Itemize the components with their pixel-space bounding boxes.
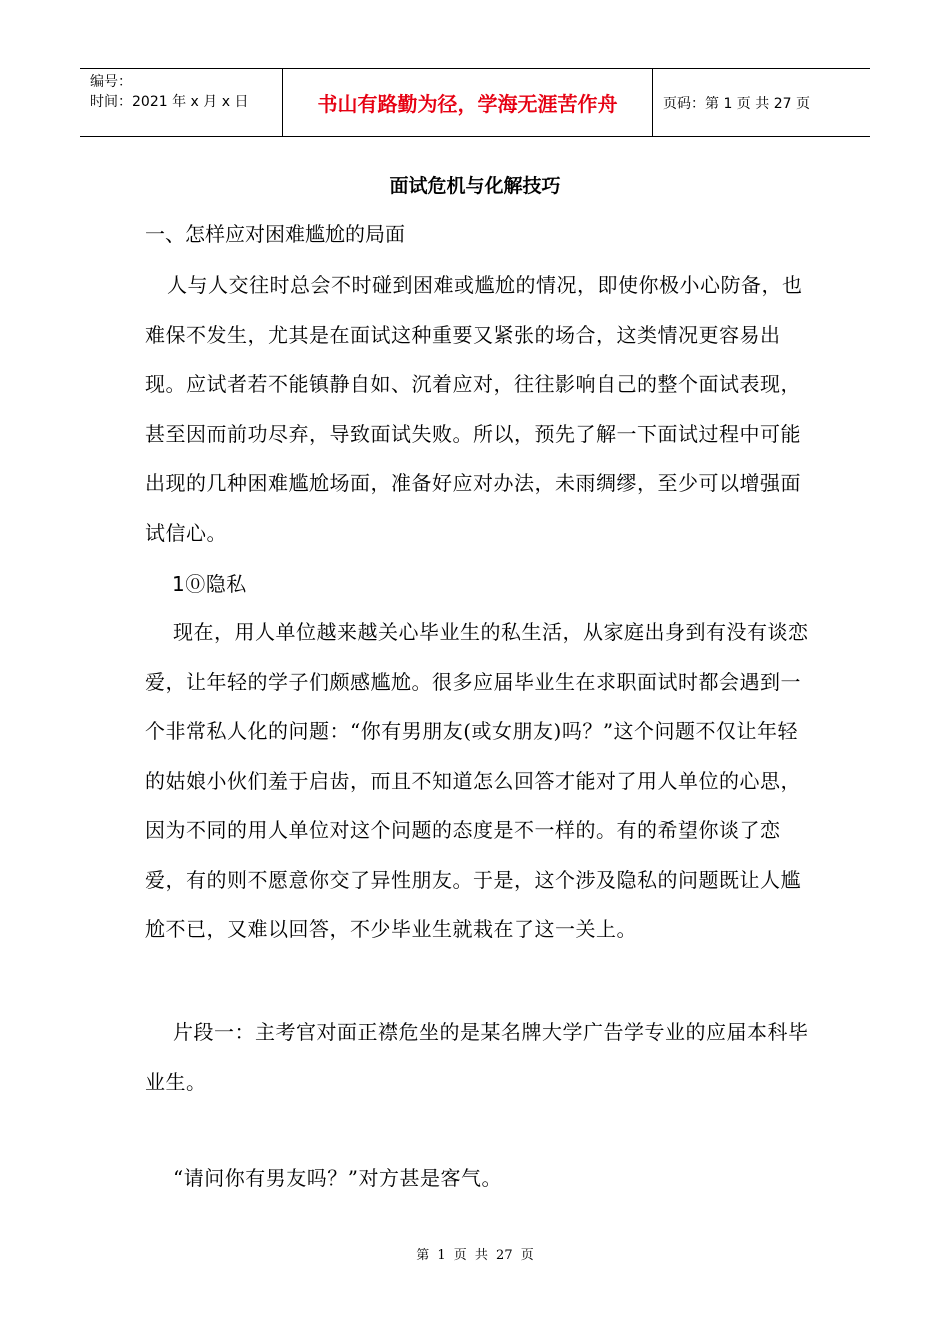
page-footer: 第 1 页 共 27 页	[416, 1248, 534, 1263]
paragraph-privacy: 现在，用人单位越来越关心毕业生的私生活，从家庭出身到有没有谈恋爱，让年轻的学子们颇感尴尬。很多应届毕业生在求职面试时都会遇到一个非常私人化的问题：“你有男朋友(或女朋友)吗？”这个问题不仅让年轻的姑娘小伙们羞于启齿，而且不知道怎么回答才能对了用人单位的心思，因为不同的用人单位对这个问题的态度是不一样的。有的希望你谈了恋爱，有的则不愿意你交了异性朋友。于是，这个涉及隐私的问题既让人尴尬不已，又难以回答，不少毕业生就栽在了这一关上。	[145, 620, 809, 941]
paragraph-question: “请问你有男友吗？”对方甚是客气。	[173, 1166, 502, 1190]
header-meta	[80, 69, 282, 136]
document-date-label: 时间：2021 年 x 月 x 日	[90, 94, 249, 110]
paragraph-fragment-one: 片段一：主考官对面正襟危坐的是某名牌大学广告学专业的应届本科毕业生。	[145, 1020, 809, 1094]
paragraph-intro: 人与人交往时总会不时碰到困难或尴尬的情况，即使你极小心防备，也难保不发生，尤其是在面试这种重要又紧张的场合，这类情况更容易出现。应试者若不能镇静自如、沉着应对，往往影响自己的整个面试表现，甚至因而前功尽弃，导致面试失败。所以，预先了解一下面试过程中可能出现的几种困难尴尬场面，准备好应对办法，未雨绸缪，至少可以增强面试信心。	[145, 273, 803, 545]
header-motto: 书山有路勤为径，学海无涯苦作舟	[282, 69, 653, 136]
subheading-privacy: 1⓪隐私	[172, 572, 247, 596]
header-page-info: 页码：第 1 页 共 27 页	[663, 95, 810, 112]
page-header	[80, 68, 870, 137]
section-heading: 一、怎样应对困难尴尬的局面	[145, 222, 405, 246]
document-title: 面试危机与化解技巧	[389, 175, 561, 197]
document-number-label: 编号：	[90, 74, 132, 90]
